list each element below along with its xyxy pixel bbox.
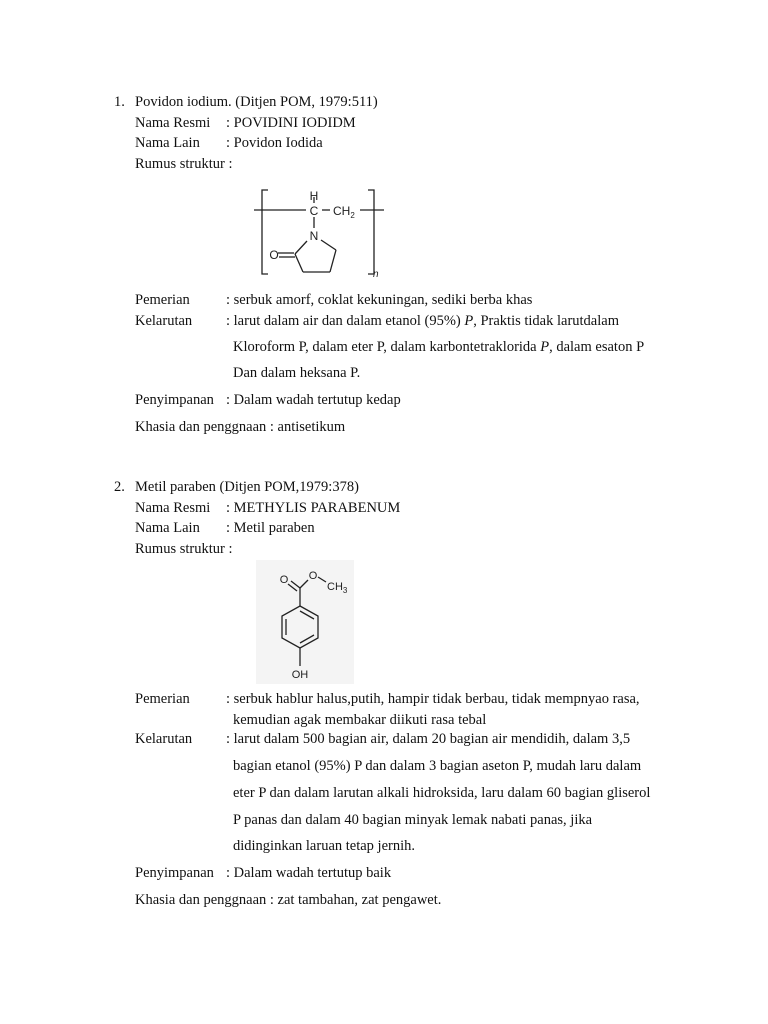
repeat-unit-n-label: n: [373, 269, 379, 278]
kelarutan-line-5: didinginkan laruan tetap jernih.: [233, 838, 416, 854]
nama-resmi-value: : POVIDINI IODIDM: [226, 115, 356, 131]
atom-c-label: C: [309, 204, 319, 218]
kelarutan-line-2: Kloroform P, dalam eter P, dalam karbontetraklorida P, dalam esaton P: [233, 339, 645, 355]
item-title-1: Povidon iodium. (Ditjen POM, 1979:511): [135, 94, 378, 110]
pemerian-line-2: kemudian agak membakar diikuti rasa tebal: [233, 712, 487, 728]
nama-resmi-value: : METHYLIS PARABENUM: [226, 500, 401, 516]
khasia-line: Khasia dan penggnaan : zat tambahan, zat pengawet.: [135, 892, 442, 908]
nama-lain-label: Nama Lain: [135, 520, 200, 536]
item-title-2: Metil paraben (Ditjen POM,1979:378): [135, 479, 359, 495]
rumus-struktur-label: Rumus struktur :: [135, 156, 233, 172]
penyimpanan-label: Penyimpanan: [135, 392, 214, 408]
khasia-line: Khasia dan penggnaan : antisetikum: [135, 419, 346, 435]
penyimpanan-label: Penyimpanan: [135, 865, 214, 881]
methylparaben-structure-image: [256, 560, 354, 684]
penyimpanan-value: : Dalam wadah tertutup kedap: [226, 392, 401, 408]
pemerian-label: Pemerian: [135, 292, 190, 308]
pemerian-line-1: : serbuk hablur halus,putih, hampir tidak berbau, tidak mempnyao rasa,: [226, 691, 640, 707]
item-number-1: 1.: [114, 94, 125, 110]
kelarutan-line-1: : larut dalam air dan dalam etanol (95%) P, Praktis tidak larutdalam: [226, 313, 619, 329]
nama-resmi-label: Nama Resmi: [135, 115, 211, 131]
atom-ch2-label: $CH_2$: [333, 204, 355, 220]
kelarutan-line-3: Dan dalam heksana P.: [233, 365, 361, 381]
atom-h-label: H: [309, 189, 319, 203]
atom-o-label: O: [269, 248, 279, 262]
povidone-structure-image: [250, 186, 390, 278]
kelarutan-line-2: bagian etanol (95%) P dan dalam 3 bagian aseton P, mudah laru dalam: [233, 758, 642, 774]
kelarutan-line-4: P panas dan dalam 40 bagian minyak lemak nabati panas, jika: [233, 812, 593, 828]
pemerian-value: : serbuk amorf, coklat kekuningan, sediki berba khas: [226, 292, 533, 308]
penyimpanan-value: : Dalam wadah tertutup baik: [226, 865, 392, 881]
nama-lain-value: : Metil paraben: [226, 520, 315, 536]
kelarutan-line-1: : larut dalam 500 bagian air, dalam 20 bagian air mendidih, dalam 3,5: [226, 731, 631, 747]
rumus-struktur-label: Rumus struktur :: [135, 541, 233, 557]
nama-lain-value: : Povidon Iodida: [226, 135, 323, 151]
kelarutan-line-3: eter P dan dalam larutan alkali hidroksida, laru dalam 60 bagian gliserol: [233, 785, 651, 801]
atom-o-ester-label: O: [308, 570, 318, 582]
pemerian-label: Pemerian: [135, 691, 190, 707]
kelarutan-label: Kelarutan: [135, 313, 193, 329]
atom-o-carbonyl-label: O: [279, 574, 289, 586]
nama-lain-label: Nama Lain: [135, 135, 200, 151]
atom-ch3-label: $CH_3$: [327, 581, 348, 595]
atom-n-label: N: [309, 229, 319, 243]
item-number-2: 2.: [114, 479, 125, 495]
kelarutan-label: Kelarutan: [135, 731, 193, 747]
nama-resmi-label: Nama Resmi: [135, 500, 211, 516]
atom-oh-label: OH: [291, 669, 309, 681]
